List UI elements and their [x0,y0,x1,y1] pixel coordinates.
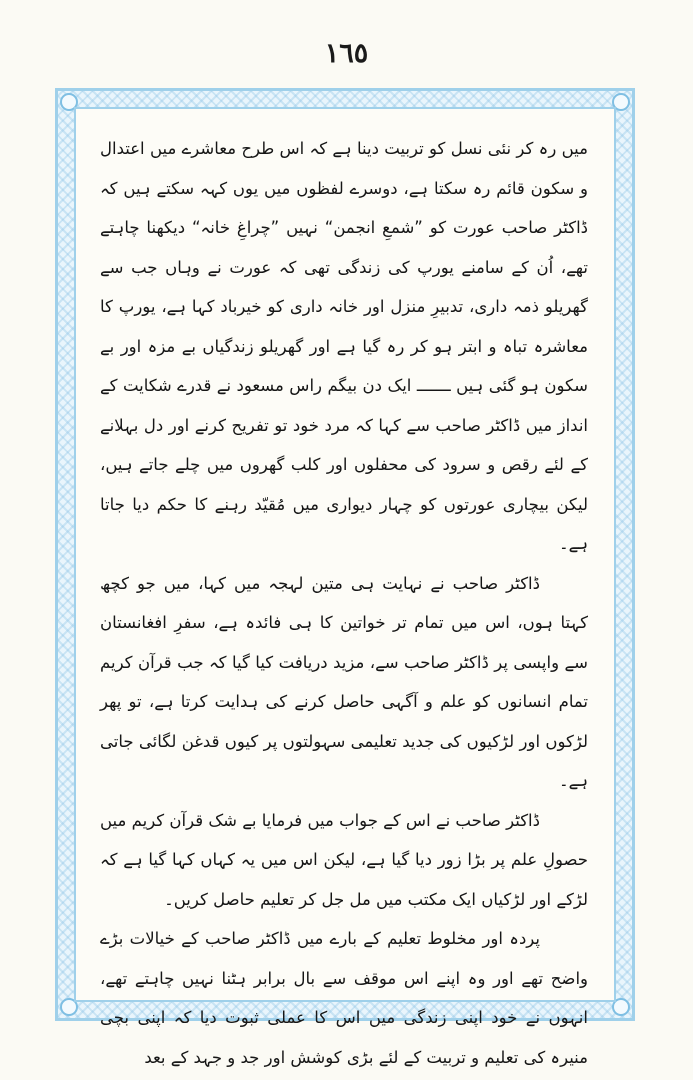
text-panel [74,107,616,1067]
paragraph: میں رہ کر نئی نسل کو تربیت دینا ہے کہ اس طرح معاشرے میں اعتدال و سکون قائم رہ سکتا ہے، دوسرے لفظوں میں یوں کہہ سکتے ہیں کہ ڈاکٹر صاحب عورت کو ”شمعِ انجمن“ نہیں ”چراغِ خانہ“ دیکھنا چاہتے تھے، اُن کے سامنے یورپ کی زندگی تھی کہ عورت نے وہاں جب سے گھریلو ذمہ داری، تدبیرِ منزل اور خانہ داری کو خیرباد کہا ہے، یورپ کا معاشرہ تباہ و ابتر ہو کر رہ گیا ہے اور گھریلو زندگیاں بے مزہ اور بے سکون ہو گئی ہیں ـــــــ ایک دن بیگم راس مسعود نے قدرے شکایت کے انداز میں ڈاکٹر صاحب سے کہا کہ مرد خود تو تفریح کرنے اور دل بہلانے کے لئے رقص و سرود کی محفلوں اور کلب گھروں میں چلے جاتے ہیں، لیکن بیچاری عورتوں کو چہار دیواری میں مُقیّد رہنے کا حکم دیا جاتا ہے۔ [100,139,588,553]
body-text [100,129,588,1067]
page-number: ١٦٥ [324,38,369,69]
paragraph: ڈاکٹر صاحب نے نہایت ہی متین لہجہ میں کہا، میں جو کچھ کہتا ہوں، اس میں تمام تر خواتین کا ہی فائدہ ہے، سفرِ افغانستان سے واپسی پر ڈاکٹر صاحب سے، مزید دریافت کیا گیا کہ جب قرآن کریم تمام انسانوں کو علم و آگہی حاصل کرنے کی ہدایت کرتا ہے، تو پھر لڑکوں اور لڑکیوں کی جدید تعلیمی سہولتوں پر کیوں قدغن لگائی جاتی ہے۔ [100,573,588,790]
decorative-page-border [55,88,635,1067]
paragraph: ڈاکٹر صاحب نے اس کے جواب میں فرمایا بے شک قرآن کریم میں حصولِ علم پر بڑا زور دیا گیا ہے، لیکن اس میں یہ کہاں کہا گیا ہے کہ لڑکے اور لڑکیاں ایک مکتب میں مل جل کر تعلیم حاصل کریں۔ [100,810,588,909]
paragraph: پردہ اور مخلوط تعلیم کے بارے میں ڈاکٹر صاحب کے خیالات بڑے واضح تھے اور وہ اپنے اس موقف سے بال برابر ہٹنا نہیں چاہتے تھے، انہوں نے خود اپنی زندگی میں اس کا عملی ثبوت دیا کہ اپنی بچی منیرہ کی تعلیم و تربیت کے لئے بڑی کوشش اور جد و جہد کے بعد [100,929,588,1067]
